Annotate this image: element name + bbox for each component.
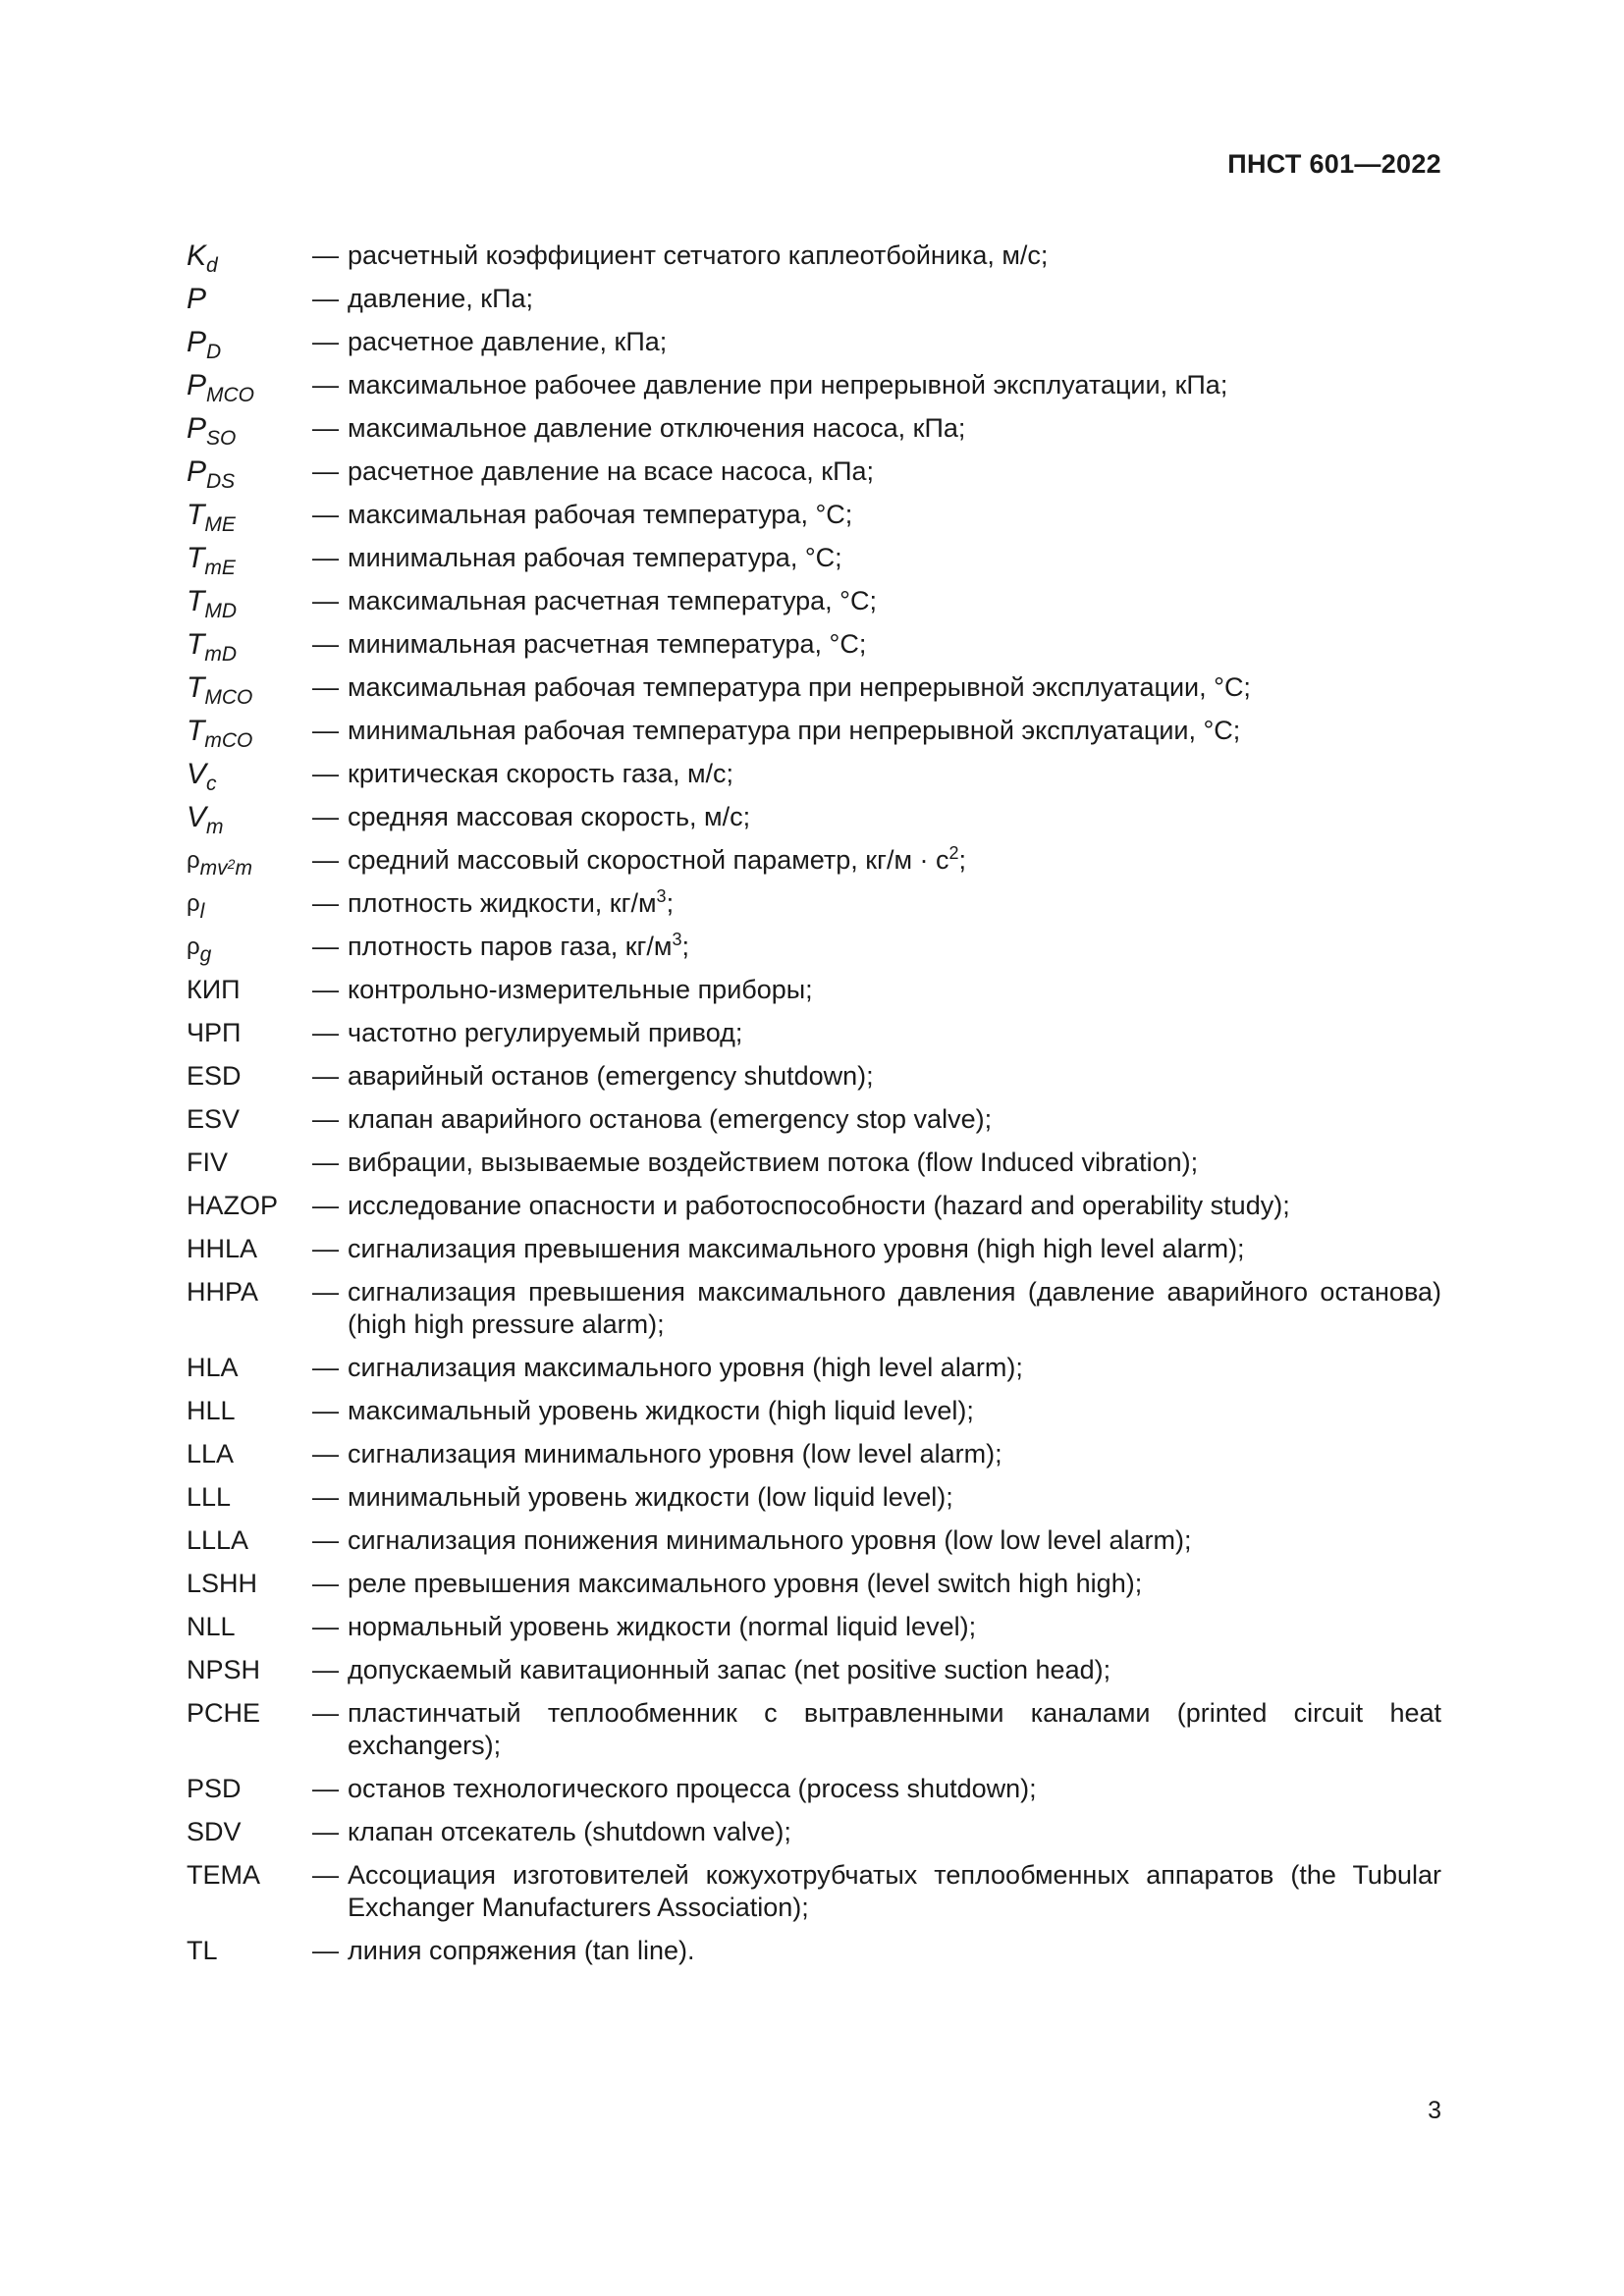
description-text: сигнализация максимального уровня (high level alarm); xyxy=(348,1353,1023,1382)
em-dash: — xyxy=(312,759,339,788)
description-text: сигнализация превышения максимального давления (давление аварийного останова) (high high pressure alarm); xyxy=(348,1277,1441,1339)
description-text: допускаемый кавитационный запас (net positive suction head); xyxy=(348,1655,1111,1684)
definition-row xyxy=(187,412,1441,455)
description-text: расчетное давление на всасе насоса, кПа; xyxy=(348,456,875,486)
symbol-base: ρ xyxy=(187,847,200,874)
definition-description xyxy=(348,1935,1441,1967)
definition-row xyxy=(187,1352,1441,1395)
em-dash: — xyxy=(312,1018,339,1047)
definition-description xyxy=(348,1147,1441,1179)
description-tail: ; xyxy=(681,932,689,961)
subscript-text: MD xyxy=(204,600,237,622)
description-tail: ; xyxy=(666,888,675,918)
symbol-subscript xyxy=(200,943,212,966)
em-dash: — xyxy=(312,284,339,313)
definition-term xyxy=(187,542,312,579)
symbol-subscript xyxy=(200,900,205,923)
symbol-base: V xyxy=(187,758,207,790)
definition-row xyxy=(187,1611,1441,1654)
definition-term xyxy=(187,844,312,880)
symbol-base: T xyxy=(187,499,205,531)
definition-description xyxy=(348,1773,1441,1805)
symbol-subscript xyxy=(206,773,217,795)
symbol-base: ρ xyxy=(187,890,200,917)
definition-description xyxy=(348,974,1441,1006)
symbol-base: P xyxy=(187,412,207,445)
description-text: клапан отсекатель (shutdown valve); xyxy=(348,1817,791,1846)
definition-term: TL xyxy=(187,1936,218,1965)
definition-row xyxy=(187,1276,1441,1352)
definition-term xyxy=(187,801,312,838)
definition-description xyxy=(348,887,1441,920)
page-number: 3 xyxy=(1428,2097,1441,2124)
abbreviations-list xyxy=(187,240,1441,1978)
symbol-subscript xyxy=(204,686,252,709)
em-dash: — xyxy=(312,456,339,486)
subscript-text: mCO xyxy=(204,729,253,752)
subscript-exponent: 2 xyxy=(227,856,236,872)
description-text: частотно регулируемый привод; xyxy=(348,1018,743,1047)
symbol-subscript xyxy=(200,857,252,880)
definition-row xyxy=(187,585,1441,628)
em-dash: — xyxy=(312,1774,339,1803)
description-text: клапан аварийного останова (emergency stop valve); xyxy=(348,1104,993,1134)
symbol-subscript xyxy=(206,816,224,838)
symbol-subscript xyxy=(206,384,254,406)
em-dash: — xyxy=(312,629,339,659)
definition-description xyxy=(348,499,1441,531)
definition-row xyxy=(187,1773,1441,1816)
definition-description xyxy=(348,1060,1441,1093)
subscript-text: d xyxy=(206,254,218,277)
subscript-text: mD xyxy=(204,643,237,666)
definition-row xyxy=(187,1935,1441,1978)
definition-row xyxy=(187,887,1441,931)
definition-term: HLA xyxy=(187,1353,239,1382)
symbol-base: P xyxy=(187,369,207,401)
definition-row xyxy=(187,326,1441,369)
definition-description xyxy=(348,1481,1441,1514)
definition-description xyxy=(348,844,1441,877)
em-dash: — xyxy=(312,1439,339,1468)
em-dash: — xyxy=(312,1061,339,1091)
definition-description xyxy=(348,1697,1441,1762)
definition-row xyxy=(187,455,1441,499)
em-dash: — xyxy=(312,1860,339,1890)
description-text: максимальная рабочая температура, °С; xyxy=(348,500,853,529)
definition-row xyxy=(187,671,1441,715)
definition-description xyxy=(348,715,1441,747)
symbol-base: T xyxy=(187,628,205,661)
em-dash: — xyxy=(312,1482,339,1512)
description-text: расчетное давление, кПа; xyxy=(348,327,668,356)
subscript-text: MCO xyxy=(204,686,253,709)
em-dash: — xyxy=(312,1936,339,1965)
description-text: максимальное давление отключения насоса, кПа; xyxy=(348,413,966,443)
definition-row xyxy=(187,1103,1441,1147)
definition-term: NLL xyxy=(187,1612,236,1641)
definition-description xyxy=(348,1816,1441,1848)
em-dash: — xyxy=(312,1277,339,1307)
definition-row xyxy=(187,758,1441,801)
description-text: максимальное рабочее давление при непрерывной эксплуатации, кПа; xyxy=(348,370,1228,400)
description-text: линия сопряжения (tan line). xyxy=(348,1936,695,1965)
definition-row xyxy=(187,1816,1441,1859)
definition-term: PSD xyxy=(187,1774,242,1803)
definition-row xyxy=(187,974,1441,1017)
em-dash: — xyxy=(312,586,339,615)
definition-row xyxy=(187,283,1441,326)
description-text: нормальный уровень жидкости (normal liquid level); xyxy=(348,1612,977,1641)
subscript-text: mv xyxy=(199,857,228,880)
subscript-text: m xyxy=(206,816,224,838)
subscript-text: ME xyxy=(204,513,236,536)
definition-description xyxy=(348,1276,1441,1341)
definition-term xyxy=(187,715,312,752)
definition-row xyxy=(187,542,1441,585)
description-text: сигнализация превышения максимального уровня (high high level alarm); xyxy=(348,1234,1245,1263)
definition-row xyxy=(187,1481,1441,1524)
description-text: средний массовый скоростной параметр, кг/м · с xyxy=(348,845,949,875)
subscript-text: l xyxy=(199,900,205,923)
definition-term: ESV xyxy=(187,1104,241,1134)
definition-description xyxy=(348,412,1441,445)
description-text: минимальная рабочая температура при непрерывной эксплуатации, °С; xyxy=(348,716,1241,745)
definition-term: LLLA xyxy=(187,1525,249,1555)
definition-term xyxy=(187,758,312,795)
definition-row xyxy=(187,1147,1441,1190)
definition-row xyxy=(187,1568,1441,1611)
symbol-subscript xyxy=(204,729,252,752)
symbol-subscript xyxy=(206,470,235,493)
description-text: давление, кПа; xyxy=(348,284,534,313)
definition-description xyxy=(348,628,1441,661)
subscript-text: SO xyxy=(206,427,237,450)
symbol-base: P xyxy=(187,283,207,315)
description-text: плотность жидкости, кг/м xyxy=(348,888,657,918)
subscript-text: mE xyxy=(204,557,236,579)
symbol-subscript xyxy=(204,557,236,579)
definition-term xyxy=(187,887,312,923)
em-dash: — xyxy=(312,1569,339,1598)
em-dash: — xyxy=(312,1817,339,1846)
em-dash: — xyxy=(312,716,339,745)
description-text: сигнализация минимального уровня (low level alarm); xyxy=(348,1439,1002,1468)
description-tail: ; xyxy=(958,845,967,875)
definition-description xyxy=(348,455,1441,488)
symbol-base: P xyxy=(187,326,207,358)
description-text: сигнализация понижения минимального уровня (low low level alarm); xyxy=(348,1525,1192,1555)
definition-description xyxy=(348,1611,1441,1643)
definition-description xyxy=(348,240,1441,272)
unit-exponent: 3 xyxy=(672,930,682,949)
em-dash: — xyxy=(312,413,339,443)
definition-term xyxy=(187,628,312,666)
definition-description xyxy=(348,1859,1441,1924)
description-text: максимальная рабочая температура при непрерывной эксплуатации, °С; xyxy=(348,672,1251,702)
definition-description xyxy=(348,1190,1441,1222)
definition-description xyxy=(348,1438,1441,1470)
description-text: максимальная расчетная температура, °С; xyxy=(348,586,877,615)
definition-row xyxy=(187,240,1441,283)
definition-term: LLL xyxy=(187,1482,232,1512)
definition-description xyxy=(348,585,1441,617)
description-text: критическая скорость газа, м/с; xyxy=(348,759,734,788)
subscript-text: c xyxy=(206,773,217,795)
definition-term xyxy=(187,369,312,406)
description-text: минимальная расчетная температура, °С; xyxy=(348,629,867,659)
definition-row xyxy=(187,1233,1441,1276)
em-dash: — xyxy=(312,975,339,1004)
document-code-header: ПНСТ 601—2022 xyxy=(1227,149,1441,179)
unit-exponent: 2 xyxy=(948,843,959,863)
definition-row xyxy=(187,1190,1441,1233)
definition-row xyxy=(187,499,1441,542)
definition-description xyxy=(348,1233,1441,1265)
description-text: реле превышения максимального уровня (level switch high high); xyxy=(348,1569,1143,1598)
definition-row xyxy=(187,1438,1441,1481)
description-text: аварийный останов (emergency shutdown); xyxy=(348,1061,874,1091)
definition-term: PCHE xyxy=(187,1698,261,1728)
symbol-subscript xyxy=(206,427,236,450)
symbol-subscript xyxy=(204,513,236,536)
symbol-subscript xyxy=(204,600,237,622)
em-dash: — xyxy=(312,370,339,400)
subscript-text: g xyxy=(199,943,212,966)
em-dash: — xyxy=(312,888,339,918)
em-dash: — xyxy=(312,845,339,875)
definition-term: NPSH xyxy=(187,1655,261,1684)
definition-row xyxy=(187,1060,1441,1103)
em-dash: — xyxy=(312,1148,339,1177)
definition-description xyxy=(348,1395,1441,1427)
definition-description xyxy=(348,801,1441,833)
em-dash: — xyxy=(312,500,339,529)
definition-term xyxy=(187,412,312,450)
definition-term xyxy=(187,455,312,493)
symbol-subscript xyxy=(206,254,218,277)
definition-term: КИП xyxy=(187,975,241,1004)
definition-row xyxy=(187,1017,1441,1060)
definition-description xyxy=(348,1103,1441,1136)
description-text: исследование опасности и работоспособности (hazard and operability study); xyxy=(348,1191,1290,1220)
definition-term xyxy=(187,931,312,966)
definition-row xyxy=(187,801,1441,844)
definition-row xyxy=(187,931,1441,974)
symbol-base: V xyxy=(187,801,207,833)
definition-description xyxy=(348,1568,1441,1600)
definition-description xyxy=(348,1654,1441,1686)
definition-term: FIV xyxy=(187,1148,229,1177)
em-dash: — xyxy=(312,1353,339,1382)
description-text: максимальный уровень жидкости (high liquid level); xyxy=(348,1396,974,1425)
symbol-base: T xyxy=(187,542,205,574)
definition-term xyxy=(187,283,312,315)
definition-term: LLA xyxy=(187,1439,235,1468)
definition-description xyxy=(348,326,1441,358)
definition-description xyxy=(348,542,1441,574)
definition-description xyxy=(348,931,1441,963)
definition-term xyxy=(187,499,312,536)
description-text: средняя массовая скорость, м/с; xyxy=(348,802,751,831)
description-text: плотность паров газа, кг/м xyxy=(348,932,673,961)
definition-description xyxy=(348,1524,1441,1557)
definition-description xyxy=(348,1017,1441,1049)
em-dash: — xyxy=(312,802,339,831)
definition-term: TEMA xyxy=(187,1860,261,1890)
definition-row xyxy=(187,1859,1441,1935)
symbol-base: T xyxy=(187,585,205,617)
symbol-base: P xyxy=(187,455,207,488)
description-text: минимальный уровень жидкости (low liquid level); xyxy=(348,1482,953,1512)
definition-row xyxy=(187,628,1441,671)
definition-term: HHPA xyxy=(187,1277,259,1307)
subscript-tail: m xyxy=(235,857,252,880)
subscript-text: D xyxy=(206,341,222,363)
symbol-base: T xyxy=(187,715,205,747)
em-dash: — xyxy=(312,543,339,572)
em-dash: — xyxy=(312,1655,339,1684)
em-dash: — xyxy=(312,1698,339,1728)
symbol-base: T xyxy=(187,671,205,704)
unit-exponent: 3 xyxy=(656,886,667,906)
em-dash: — xyxy=(312,240,339,270)
symbol-subscript xyxy=(206,341,221,363)
description-text: минимальная рабочая температура, °С; xyxy=(348,543,842,572)
definition-term: HHLA xyxy=(187,1234,258,1263)
em-dash: — xyxy=(312,327,339,356)
definition-term xyxy=(187,671,312,709)
definition-term xyxy=(187,585,312,622)
em-dash: — xyxy=(312,1612,339,1641)
subscript-text: DS xyxy=(206,470,236,493)
description-text: пластинчатый теплообменник с вытравленными каналами (printed circuit heat exchangers); xyxy=(348,1698,1441,1760)
symbol-base: ρ xyxy=(187,934,200,960)
definition-term: HLL xyxy=(187,1396,236,1425)
subscript-text: MCO xyxy=(206,384,255,406)
definition-description xyxy=(348,283,1441,315)
definition-description xyxy=(348,369,1441,401)
em-dash: — xyxy=(312,672,339,702)
definition-term: ЧРП xyxy=(187,1018,242,1047)
description-text: контрольно-измерительные приборы; xyxy=(348,975,813,1004)
definition-row xyxy=(187,844,1441,887)
em-dash: — xyxy=(312,1104,339,1134)
definition-description xyxy=(348,758,1441,790)
definition-row xyxy=(187,715,1441,758)
em-dash: — xyxy=(312,1525,339,1555)
description-text: останов технологического процесса (process shutdown); xyxy=(348,1774,1037,1803)
em-dash: — xyxy=(312,1396,339,1425)
definition-term xyxy=(187,326,312,363)
description-text: Ассоциация изготовителей кожухотрубчатых теплообменных аппаратов (the Tubular Exchanger Manufacturers Association); xyxy=(348,1860,1441,1922)
definition-term: HAZOP xyxy=(187,1191,279,1220)
definition-row xyxy=(187,1654,1441,1697)
definition-row xyxy=(187,1395,1441,1438)
symbol-base: K xyxy=(187,240,207,272)
definition-description xyxy=(348,671,1441,704)
description-text: расчетный коэффициент сетчатого каплеотбойника, м/с; xyxy=(348,240,1049,270)
em-dash: — xyxy=(312,1234,339,1263)
symbol-subscript xyxy=(204,643,237,666)
definition-row xyxy=(187,1697,1441,1773)
definition-row xyxy=(187,369,1441,412)
definition-term: SDV xyxy=(187,1817,242,1846)
em-dash: — xyxy=(312,932,339,961)
definition-term xyxy=(187,240,312,277)
definition-term: ESD xyxy=(187,1061,242,1091)
em-dash: — xyxy=(312,1191,339,1220)
definition-term: LSHH xyxy=(187,1569,258,1598)
definition-row xyxy=(187,1524,1441,1568)
definition-description xyxy=(348,1352,1441,1384)
description-text: вибрации, вызываемые воздействием потока (flow Induced vibration); xyxy=(348,1148,1199,1177)
